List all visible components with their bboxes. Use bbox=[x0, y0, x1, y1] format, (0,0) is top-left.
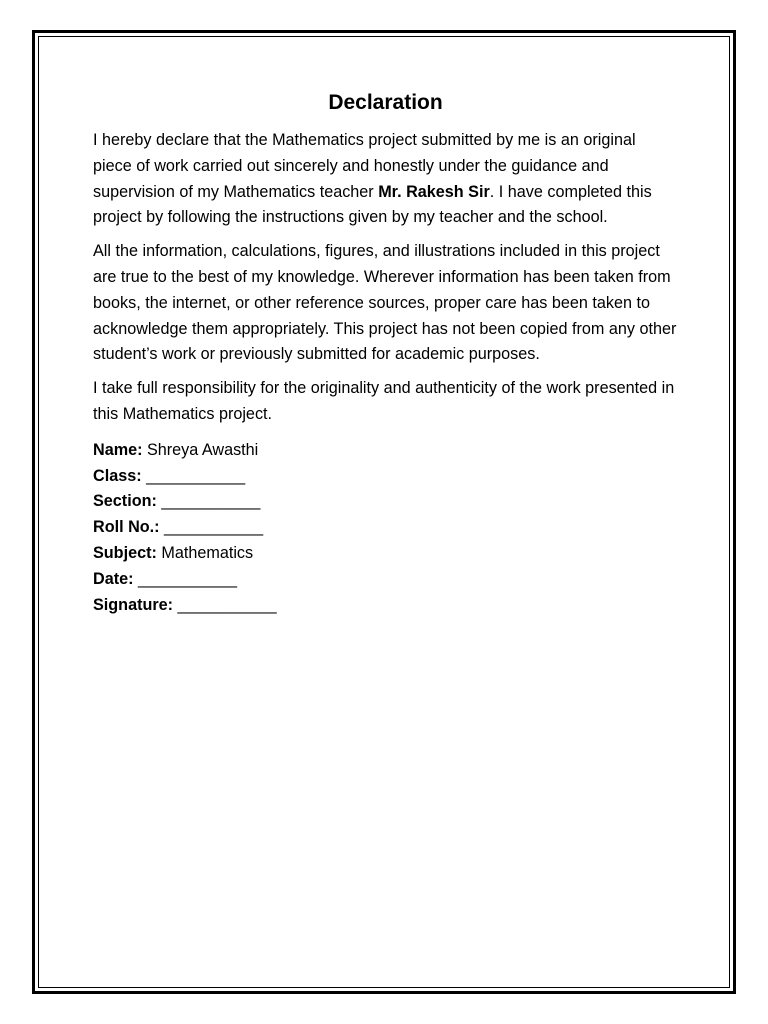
paragraph-2: All the information, calculations, figures, and illustrations included in this project are true to the best of my knowledge. Wherever information has been taken from books, the internet, or other reference sources, proper care has been taken to acknowledge them appropriately. This project has not been copied from any other student’s work or previously submitted for academic purposes. bbox=[93, 242, 677, 364]
paragraph-1-text-end: . I have completed this project by following the instructions given by my teacher and the school. bbox=[93, 182, 652, 227]
subject-label: Subject: bbox=[93, 543, 157, 562]
name-field bbox=[93, 438, 678, 464]
student-details bbox=[93, 438, 678, 619]
class-field bbox=[93, 464, 678, 490]
paragraph-1 bbox=[93, 128, 678, 231]
roll-no-label: Roll No.: bbox=[93, 518, 160, 537]
signature-field bbox=[93, 593, 678, 619]
date-label: Date: bbox=[93, 569, 134, 588]
section-field bbox=[93, 489, 678, 515]
paragraph-1-text-start: I hereby declare that the Mathematics project submitted by me is an original piece of work carried out sincerely and honestly under the guidance and supervision of my Mathematics teacher bbox=[93, 131, 636, 201]
date-field bbox=[93, 567, 678, 593]
roll-no-value: ___________ bbox=[164, 518, 264, 537]
subject-value: Mathematics bbox=[161, 543, 254, 562]
section-label: Section: bbox=[93, 492, 157, 511]
date-value: ___________ bbox=[137, 569, 238, 588]
paragraph-3: I take full responsibility for the originality and authenticity of the work presented in this Mathematics project. bbox=[93, 379, 675, 423]
section-value: ___________ bbox=[161, 492, 261, 511]
page-title: Declaration bbox=[328, 91, 443, 114]
signature-value: ___________ bbox=[177, 595, 277, 614]
declaration-content bbox=[93, 88, 678, 618]
teacher-name: Mr. Rakesh Sir bbox=[378, 182, 490, 201]
class-value: ___________ bbox=[146, 466, 246, 485]
signature-label: Signature: bbox=[93, 595, 174, 614]
name-value: Shreya Awasthi bbox=[146, 440, 259, 459]
subject-field bbox=[93, 541, 678, 567]
class-label: Class: bbox=[93, 466, 142, 485]
name-label: Name: bbox=[93, 440, 143, 459]
roll-no-field bbox=[93, 515, 678, 541]
